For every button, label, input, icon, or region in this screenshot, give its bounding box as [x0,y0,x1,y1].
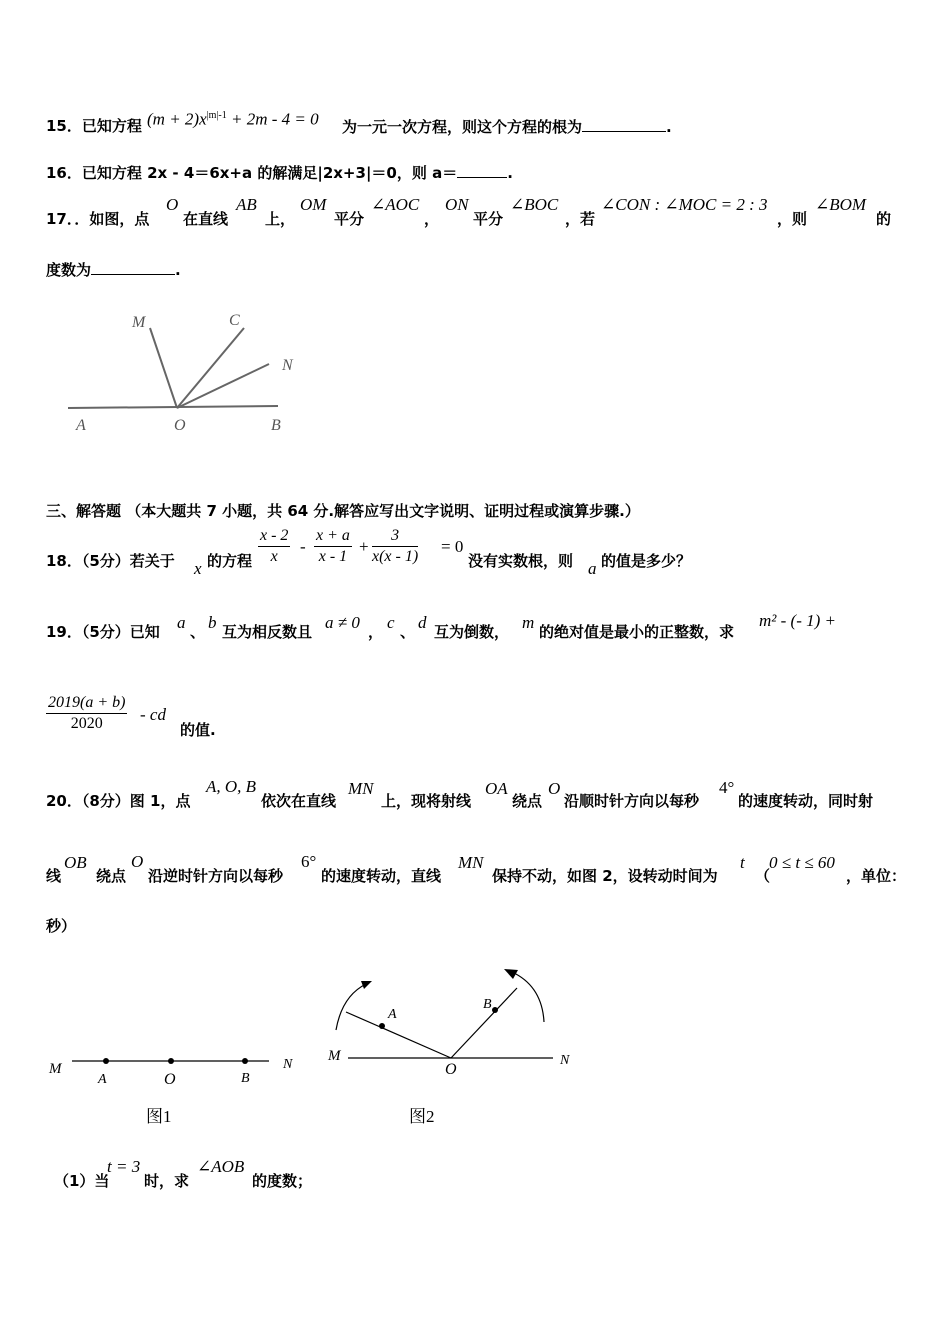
label-c: C [229,312,240,329]
label-b: B [271,417,281,434]
section-3-heading: 三、解答题 （本大题共 7 小题，共 64 分.解答应写出文字说明、证明过程或演算步骤.） [46,502,640,520]
q17-angle-bom: ∠BOM [815,195,867,214]
q18-fraction-1: $\frac{x - 2}{x}$ [260,527,289,565]
q20-point-o: O [548,779,561,798]
q20-angle-aob: ∠AOB [197,1157,245,1176]
label-a: A [98,1072,107,1087]
label-n: N [283,1057,293,1072]
label-n: N [282,357,293,374]
q19-a-neq-zero: a ≠ 0 [325,613,360,632]
arc-arrow-clockwise [336,984,366,1030]
q20-range: 0 ≤ t ≤ 60 [769,853,835,872]
q17-point-o: O [166,195,179,214]
label-a: A [388,1007,397,1022]
label-m: M [132,314,146,331]
q18-plus: + [359,537,369,556]
q19-a: a [177,613,186,632]
q20-sub1-a: （1）当 [54,1172,110,1190]
q18-a: a [588,559,597,578]
q20-l2b: 绕点 [96,867,127,885]
q19-p5: 的值. [180,721,216,739]
q20-p5: 沿顺时针方向以每秒 [564,792,700,810]
q20-line-mn: MN [348,779,374,798]
q18-p3: 没有实数根，则 [468,552,574,570]
q17-p5: 平分 [473,210,504,228]
figure-2-caption: 图2 [409,1107,435,1126]
q20-ray-ob: OB [64,853,87,872]
q18-p1: 18．（5分）若关于 [46,552,175,570]
q20-point-o2: O [131,852,144,871]
label-n: N [560,1053,570,1068]
q17-figure [60,300,310,440]
q17-om: OM [300,195,327,214]
q19-expression: m² - (- 1) + [759,611,836,630]
q16: 16．已知方程 2x - 4＝6x+a 的解满足|2x+3|＝0，则 a＝ . [46,164,513,182]
q19-tail: - cd [140,705,166,724]
label-a: A [76,417,86,434]
q17-comma: ， [424,210,440,228]
q19-p1: 19．（5分）已知 [46,623,160,641]
q20-l2d: 的速度转动，直线 [321,867,442,885]
label-o: O [164,1071,176,1088]
q15-equation: $(m + 2)x^{|m|-1} + 2m - 4 = 0$ [147,109,319,129]
q19-fraction: $\frac{2019(a + b)}{2020}$ [48,694,126,732]
q20-ray-oa: OA [485,779,508,798]
q15-prefix: 15．已知方程 [46,117,142,135]
label-o: O [174,417,186,434]
figure-2 [320,960,580,1080]
q20-p3: 上，现将射线 [381,792,472,810]
q20-speed-4deg: 4° [719,778,735,797]
q20-points-aob: A, O, B [206,777,257,796]
q20-t: t [740,853,745,872]
q20-sub1-b: 时，求 [144,1172,190,1190]
point-a [379,1023,385,1029]
q17-angle-boc: ∠BOC [510,195,559,214]
ray-on [177,364,269,408]
q18-x: x [194,559,202,578]
q17-angle-aoc: ∠AOC [371,195,420,214]
q17-line-ab: AB [236,195,257,214]
figure-1-caption: 图1 [146,1107,172,1126]
point-a [103,1058,109,1064]
label-b: B [241,1071,250,1086]
q20-l2a: 线 [46,867,62,885]
label-m: M [328,1048,341,1064]
q20-speed-6deg: 6° [301,852,317,871]
q17-p8: 的 [876,210,892,228]
ray-oc [177,328,244,408]
q17-p1: 17．．如图，点 [46,210,150,228]
label-o: O [445,1061,457,1078]
q20-p6: 的速度转动，同时射 [738,792,874,810]
point-b [492,1007,498,1013]
q19-p2: 互为相反数且 [222,623,313,641]
q20-l2c: 沿逆时针方向以每秒 [148,867,284,885]
figure-1 [40,1040,310,1100]
q20-l2g: ，单位： [846,867,907,885]
q18-equals-zero: = 0 [441,537,464,556]
point-o [168,1058,174,1064]
q20-l3: 秒） [46,917,77,935]
q20-l2f: （ [755,867,771,885]
point-b [242,1058,248,1064]
q18-fraction-2: $\frac{x + a}{x - 1}$ [316,527,350,565]
line-ab [68,406,278,408]
q20-p1: 20．（8分）图 1，点 [46,792,191,810]
q19-comma: ， [368,623,384,641]
label-b: B [483,997,492,1012]
ray-om [150,328,177,408]
arc-arrow-counterclockwise [512,972,544,1022]
q19-b: b [208,613,217,632]
q20-line-mn2: MN [458,853,484,872]
ray-oa [346,1012,451,1058]
q15-suffix: 为一元一次方程，则这个方程的根为 . [342,118,672,136]
q18-fraction-3: $\frac{3}{x(x - 1)}$ [372,527,419,565]
q20-sub1-c: 的度数； [252,1172,313,1190]
q20-p4: 绕点 [512,792,543,810]
q17-p7: ，则 [777,210,808,228]
q18-minus: - [300,537,306,556]
q17-on: ON [445,195,469,214]
q19-sep2: 、 [400,623,416,641]
q17-p2: 在直线 [183,210,229,228]
q17-answer-blank[interactable] [91,260,175,275]
q18-p4: 的值是多少？ [601,552,692,570]
q20-t-equals-3: t = 3 [107,1157,141,1176]
q19-p4: 的绝对值是最小的正整数，求 [539,623,735,641]
q19-sep1: 、 [190,623,206,641]
q19-d: d [418,613,427,632]
q20-l2e: 保持不动，如图 2，设转动时间为 [492,867,718,885]
label-m: M [49,1061,62,1077]
q17-p3: 上， [265,210,296,228]
q17-p6: ，若 [565,210,596,228]
q19-c: c [387,613,395,632]
q15-answer-blank[interactable] [582,117,666,132]
q17-ratio: ∠CON : ∠MOC = 2 : 3 [601,195,768,214]
q17-line2: 度数为 . [46,261,181,279]
q19-m: m [522,613,535,632]
q17-p4: 平分 [334,210,365,228]
q16-answer-blank[interactable] [457,163,507,178]
q18-p2: 的方程 [207,552,253,570]
arrowhead-left [361,981,372,989]
q19-p3: 互为倒数， [434,623,510,641]
q20-p2: 依次在直线 [261,792,337,810]
